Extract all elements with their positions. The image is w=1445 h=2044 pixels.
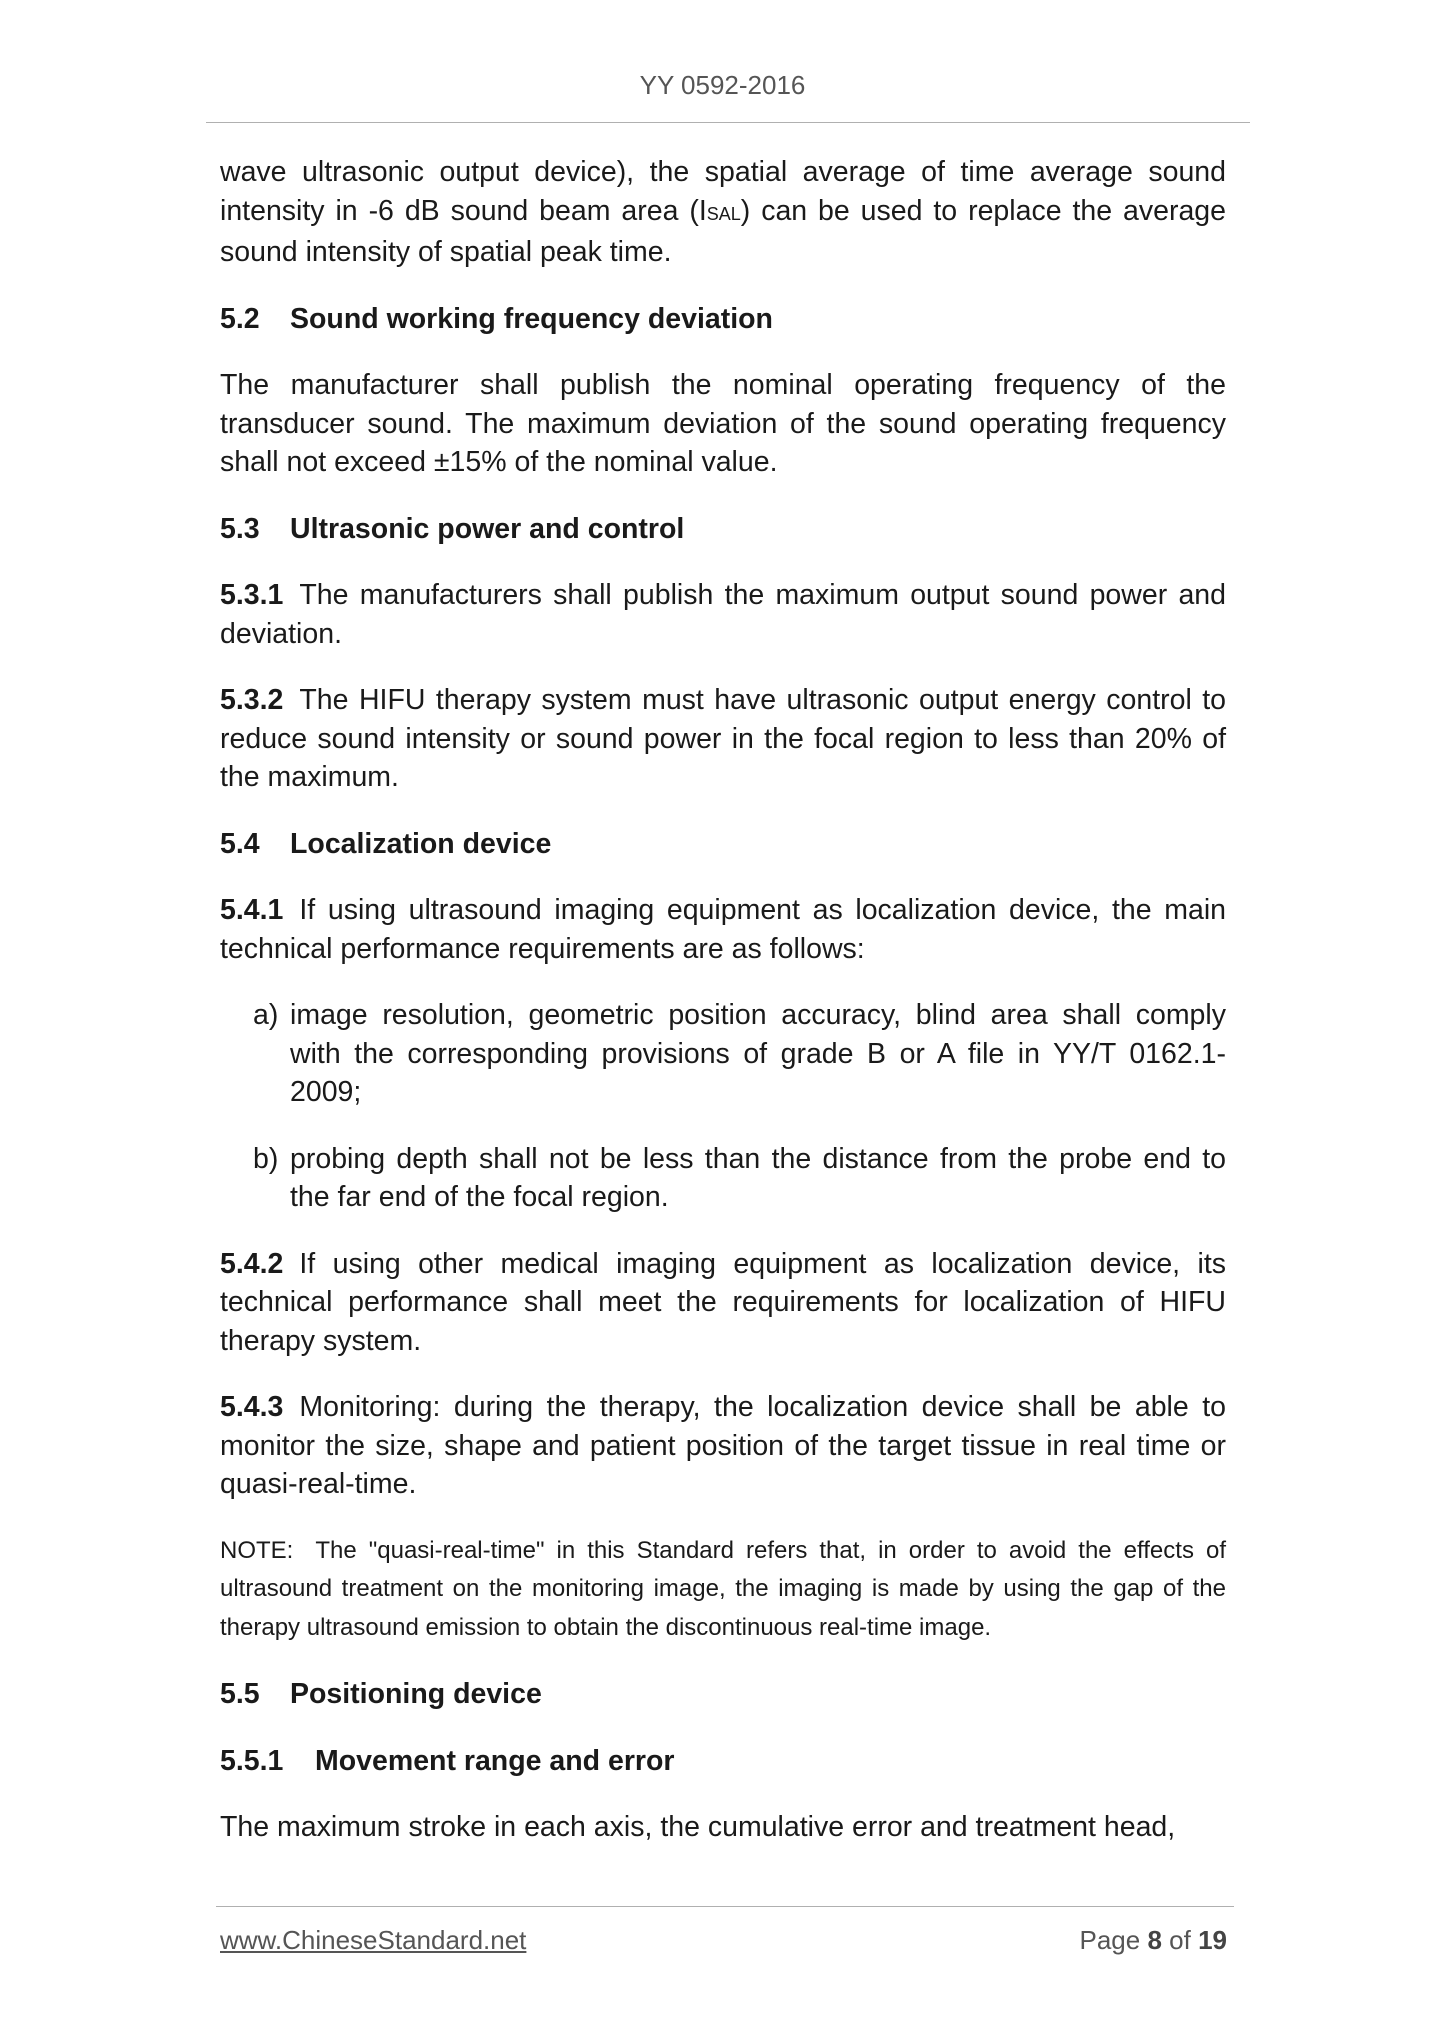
heading-title: Positioning device — [290, 1678, 542, 1710]
clause-5-3-1 — [220, 576, 1226, 653]
clause-number: 5.3.2 — [220, 684, 284, 716]
header-divider — [206, 122, 1250, 123]
heading-5-3 — [220, 510, 1226, 549]
heading-number: 5.5.1 — [220, 1744, 284, 1777]
clause-text: The HIFU therapy system must have ultrasonic output energy control to reduce sound intensity or sound power in the focal region to less than 20% of the maximum. — [220, 684, 1226, 793]
clause-5-4-3 — [220, 1388, 1226, 1504]
clause-5-3-2 — [220, 681, 1226, 797]
clause-5-4-2 — [220, 1245, 1226, 1361]
page-total: 19 — [1198, 1925, 1227, 1955]
list-item — [220, 1140, 1226, 1217]
page-number — [1079, 1925, 1227, 1956]
heading-5-2 — [220, 300, 1226, 339]
note-label: NOTE: — [220, 1536, 294, 1564]
heading-number: 5.4 — [220, 827, 260, 860]
page-of: of — [1169, 1925, 1191, 1955]
intro-text-b: ) can be used to replace the average sound intensity of spatial peak time. — [220, 194, 1226, 268]
heading-number: 5.2 — [220, 302, 260, 335]
clause-number: 5.4.2 — [220, 1247, 284, 1280]
list-marker: b) — [253, 1142, 279, 1175]
clause-text: If using other medical imaging equipment as localization device, its technical performance shall meet the requirements for localization of HIFU therapy system. — [220, 1247, 1226, 1357]
paragraph-5-2: The manufacturer shall publish the nominal operating frequency of the transducer sound. The maximum deviation of the sound operating frequency shall not exceed ±15% of the nominal value. — [220, 369, 1226, 478]
list-item — [220, 996, 1226, 1112]
list-text: probing depth shall not be less than the distance from the probe end to the far end of the focal region. — [290, 1142, 1226, 1213]
heading-number: 5.3 — [220, 512, 260, 545]
heading-title: Movement range and error — [315, 1744, 675, 1777]
intro-paragraph — [220, 153, 1226, 272]
page-current: 8 — [1147, 1925, 1162, 1955]
clause-number: 5.4.1 — [220, 894, 284, 926]
heading-number: 5.5 — [220, 1678, 260, 1710]
clause-number: 5.4.3 — [220, 1391, 284, 1423]
heading-title: Localization device — [290, 827, 552, 860]
clause-text: If using ultrasound imaging equipment as localization device, the main technical performance requirements are as follows: — [220, 894, 1226, 965]
list-marker: a) — [253, 999, 279, 1031]
page-content — [220, 153, 1226, 1875]
intro-text-a: wave ultrasonic output device), the spatial average of time average sound intensity in -6 dB sound beam area (I — [220, 156, 1226, 227]
footer-divider — [216, 1906, 1234, 1907]
heading-title: Sound working frequency deviation — [290, 302, 773, 335]
page-word: Page — [1079, 1925, 1141, 1955]
running-header: YY 0592-2016 — [639, 70, 806, 100]
clause-text: Monitoring: during the therapy, the localization device shall be able to monitor the size, shape and patient position of the target tissue in real time or quasi-real-time. — [220, 1391, 1226, 1500]
note-text: The "quasi-real-time" in this Standard refers that, in order to avoid the effects of ultrasound treatment on the monitoring image, the imaging is made by using the gap of the therapy ultrasound emission to obtain the discontinuous real-time image. — [220, 1536, 1226, 1641]
paragraph-5-5-1: The maximum stroke in each axis, the cumulative error and treatment head, — [220, 1811, 1176, 1843]
website-link[interactable]: www.ChineseStandard.net — [220, 1925, 527, 1955]
clause-number: 5.3.1 — [220, 579, 284, 611]
heading-5-5 — [220, 1675, 1226, 1714]
list-text: image resolution, geometric position accuracy, blind area shall comply with the corresponding provisions of grade B or A file in YY/T 0162.1-2009; — [290, 999, 1226, 1108]
heading-5-4 — [220, 825, 1226, 864]
intro-subscript: SAL — [706, 203, 741, 224]
note — [220, 1532, 1226, 1648]
heading-title: Ultrasonic power and control — [290, 512, 685, 545]
heading-5-5-1 — [220, 1742, 1226, 1781]
clause-text: The manufacturers shall publish the maximum output sound power and deviation. — [220, 579, 1226, 650]
clause-5-4-1 — [220, 891, 1226, 968]
